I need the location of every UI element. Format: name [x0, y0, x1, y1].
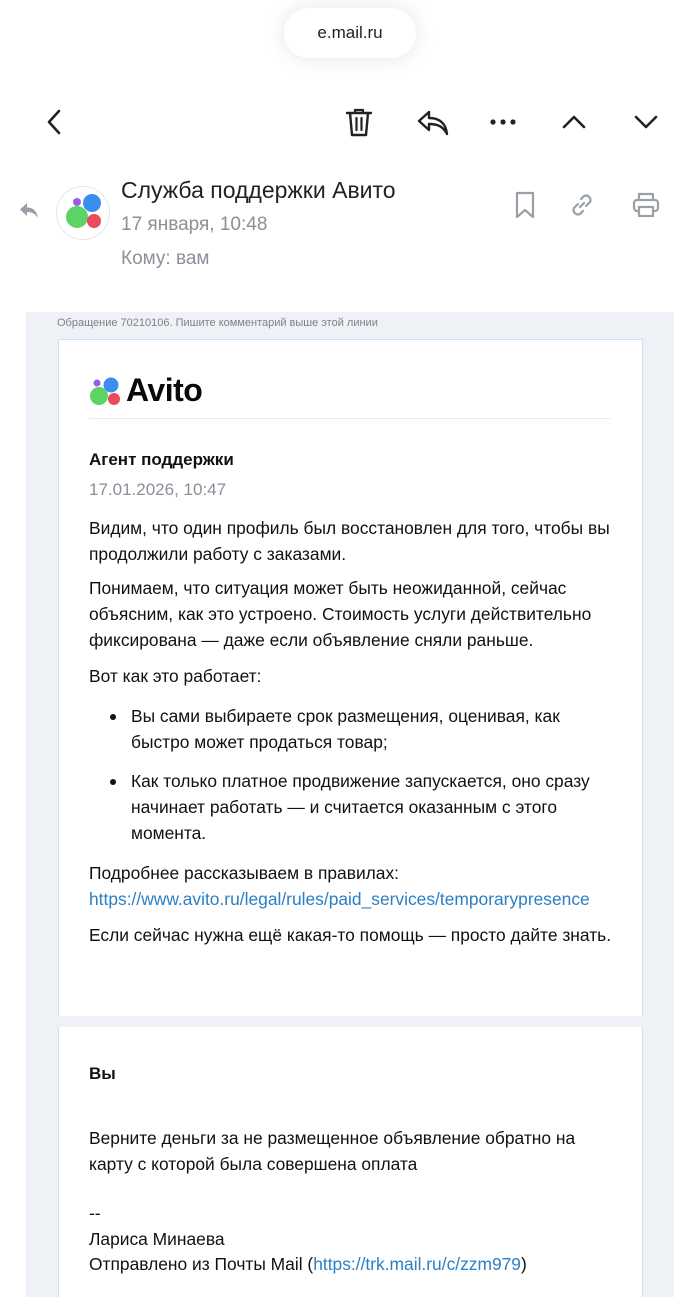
print-button[interactable] [629, 188, 663, 222]
reply-author: Вы [89, 1064, 116, 1083]
bookmark-button[interactable] [508, 188, 542, 222]
print-icon [631, 190, 661, 220]
paragraph-3: Вот как это работает: [89, 666, 262, 686]
chevron-up-icon [561, 112, 587, 132]
agent-date: 17.01.2026, 10:47 [89, 480, 227, 499]
divider [89, 418, 610, 419]
sent-from-suffix: ) [520, 1254, 527, 1274]
signature-name: Лариса Минаева [89, 1229, 225, 1249]
copy-link-button[interactable] [565, 188, 599, 222]
next-message-button[interactable] [629, 105, 663, 139]
address-bar[interactable] [284, 8, 416, 58]
bullet-dot [110, 714, 116, 720]
agent-title: Агент поддержки [89, 450, 234, 469]
reply-icon [415, 107, 451, 137]
sent-from-link[interactable]: https://trk.mail.ru/c/zzm979 [313, 1254, 521, 1274]
reply-text: Верните деньги за не размещенное объявление обратно на карту с которой была совершена оплата [89, 1128, 576, 1174]
avito-logo-icon [89, 375, 123, 407]
email-date: 17 января, 10:48 [121, 214, 268, 235]
rules-link[interactable]: https://www.avito.ru/legal/rules/paid_services/temporarypresence [89, 889, 590, 909]
email-recipients[interactable]: Кому: вам [121, 248, 210, 269]
back-button[interactable] [38, 105, 72, 139]
trash-icon [344, 106, 374, 138]
sender-name[interactable]: Служба поддержки Авито [121, 177, 396, 203]
address-bar-url: e.mail.ru [317, 23, 383, 42]
bullet-dot [110, 779, 116, 785]
avito-logo [89, 372, 202, 409]
signature-dash: -- [89, 1203, 101, 1223]
paragraph-2: Понимаем, что ситуация может быть неожиданной, сейчас объясним, как это устроено. Стоимость услуги действительно фиксирована — даже если объявление сняли раньше. [89, 578, 592, 650]
chevron-left-icon [44, 108, 66, 136]
ticket-note: Обращение 70210106. Пишите комментарий выше этой линии [57, 317, 378, 329]
previous-message-button[interactable] [557, 105, 591, 139]
paragraph-4: Если сейчас нужна ещё какая-то помощь — просто дайте знать. [89, 925, 612, 945]
more-dots-icon [488, 117, 518, 127]
list-item: Вы сами выбираете срок размещения, оценивая, как быстро может продаться товар; [131, 706, 560, 752]
sent-from-line [89, 1251, 614, 1277]
avito-logo-text: Avito [126, 372, 203, 408]
more-button[interactable] [486, 105, 520, 139]
list-item: Как только платное продвижение запускается, оно сразу начинает работать — и считается оказанным с этого момента. [131, 771, 590, 843]
link-icon [567, 190, 597, 220]
replied-indicator-icon [18, 200, 40, 225]
mail-avatar-icon [57, 187, 109, 239]
chevron-down-icon [633, 112, 659, 132]
rules-intro: Подробнее рассказываем в правилах: [89, 863, 399, 883]
sent-from-prefix: Отправлено из Почты Mail ( [89, 1254, 314, 1274]
bookmark-icon [513, 190, 537, 220]
sender-avatar[interactable] [57, 187, 109, 239]
paragraph-1: Видим, что один профиль был восстановлен для того, чтобы вы продолжили работу с заказами. [89, 518, 610, 564]
reply-button[interactable] [413, 105, 453, 139]
delete-button[interactable] [342, 105, 376, 139]
